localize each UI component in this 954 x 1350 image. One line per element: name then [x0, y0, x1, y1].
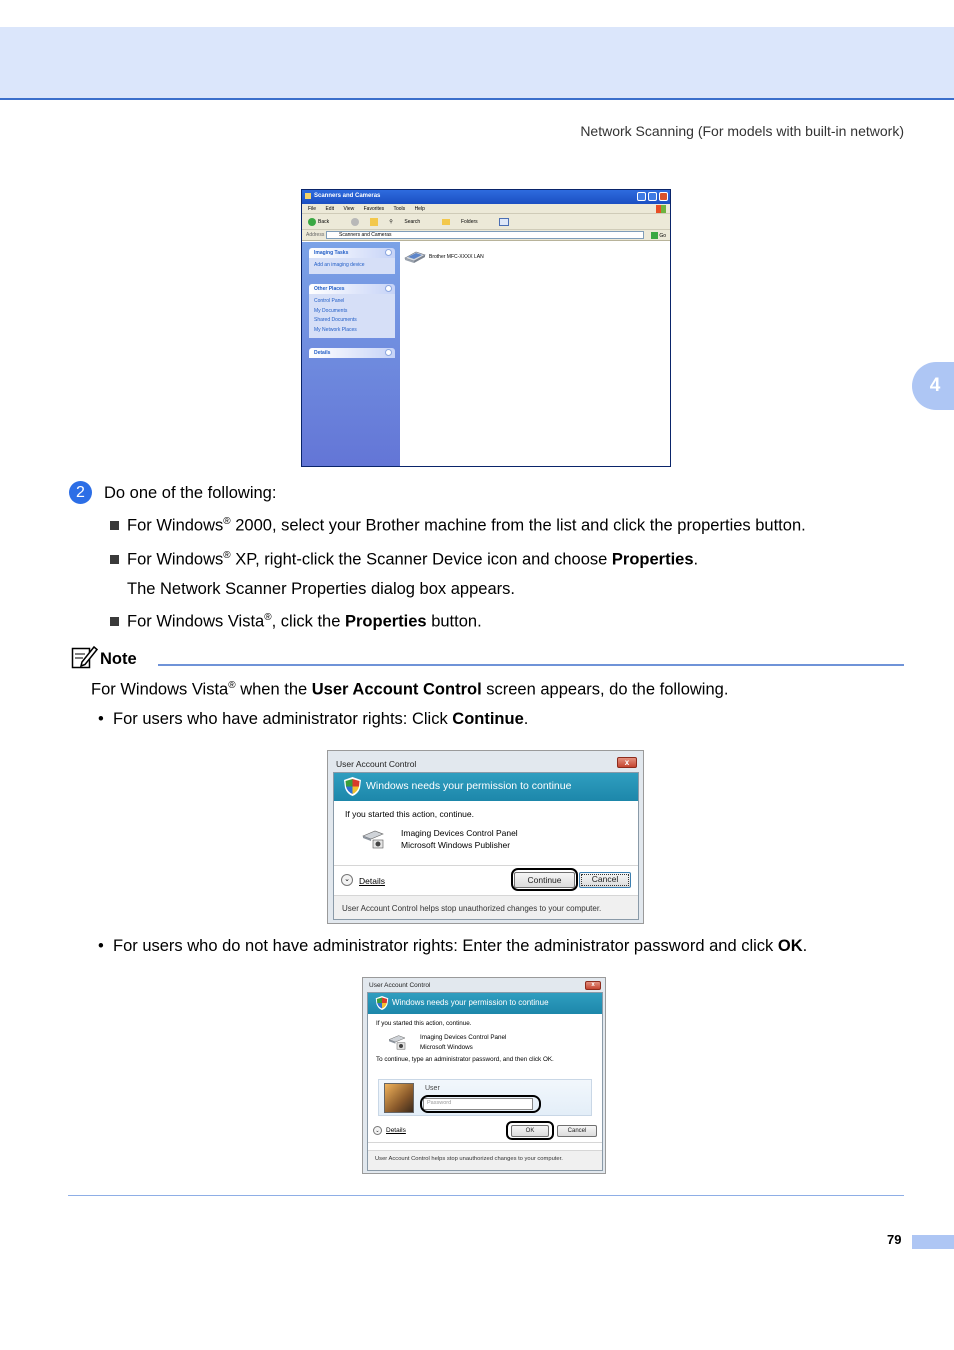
go-button[interactable]: Go: [651, 232, 666, 239]
search-button[interactable]: ⚲ Search: [389, 219, 421, 226]
uac-banner-text: Windows needs your permission to continue: [392, 998, 549, 1007]
go-arrow-icon: [651, 232, 658, 239]
details-expand-icon[interactable]: ⌄: [373, 1126, 382, 1135]
credential-tile[interactable]: [378, 1079, 592, 1116]
scanners-cameras-window-screenshot: [301, 189, 671, 467]
details-panel: [309, 348, 395, 358]
uac-close-button[interactable]: [617, 757, 637, 768]
step-intro: Do one of the following:: [104, 484, 277, 502]
address-input[interactable]: Scanners and Cameras: [326, 231, 644, 239]
chapter-tab[interactable]: 4: [912, 362, 954, 410]
explorer-task-pane: [302, 242, 400, 467]
shield-icon: [375, 995, 389, 1011]
xp-followup-text: The Network Scanner Properties dialog box appears.: [127, 580, 515, 598]
collapse-icon[interactable]: [385, 249, 392, 256]
minimize-icon[interactable]: [637, 192, 646, 201]
continue-button[interactable]: Continue: [514, 872, 575, 888]
square-bullet-icon: [110, 521, 119, 530]
menu-view[interactable]: View: [343, 206, 355, 212]
close-icon: x: [624, 758, 630, 767]
place-shared-documents[interactable]: Shared Documents: [314, 317, 357, 323]
up-folder-icon[interactable]: [370, 218, 378, 226]
uac-continue-dialog-screenshot: [327, 750, 644, 924]
bullet-windows-2000: For Windows® 2000, select your Brother machine from the list and click the properties button.: [110, 516, 806, 536]
note-bullet-non-admin: • For users who do not have administrator rights: Enter the administrator password and click OK.: [98, 937, 808, 955]
explorer-toolbar: [302, 214, 670, 230]
user-name: User: [425, 1085, 440, 1092]
note-text: For Windows Vista® when the User Account Control screen appears, do the following.: [91, 680, 729, 699]
device-label: Brother MFC-XXXX LAN: [429, 254, 484, 260]
uac-window-title: User Account Control: [369, 982, 431, 989]
explorer-title: Scanners and Cameras: [314, 193, 381, 199]
forward-arrow-icon[interactable]: [351, 218, 359, 226]
place-control-panel[interactable]: Control Panel: [314, 298, 345, 304]
uac-password-dialog-screenshot: [362, 977, 606, 1174]
place-my-network-places[interactable]: My Network Places: [314, 326, 357, 333]
uac-details-toggle[interactable]: Details: [386, 1127, 406, 1134]
shield-icon: [343, 776, 362, 797]
imaging-tasks-panel: [309, 248, 395, 274]
uac-program-name: Imaging Devices Control Panel: [420, 1034, 507, 1041]
page-tab-marker: [912, 1235, 954, 1249]
explorer-address-bar: [302, 230, 670, 241]
details-heading[interactable]: Details: [309, 348, 395, 358]
uac-banner-text: Windows needs your permission to continue: [366, 780, 572, 792]
imaging-device-icon: [388, 1034, 406, 1050]
collapse-icon[interactable]: [385, 285, 392, 292]
uac-intro: If you started this action, continue.: [345, 809, 474, 819]
bullet-windows-vista: For Windows Vista®, click the Properties button.: [110, 612, 482, 632]
folders-button[interactable]: Folders: [442, 219, 488, 225]
note-bullet-admin: • For users who have administrator rights: Click Continue.: [98, 710, 529, 728]
views-icon[interactable]: [499, 218, 509, 226]
imaging-tasks-heading[interactable]: Imaging Tasks: [309, 248, 395, 258]
cancel-button[interactable]: Cancel: [579, 872, 631, 888]
user-avatar: [384, 1083, 414, 1113]
uac-publisher: Microsoft Windows: [420, 1044, 473, 1051]
note-pencil-icon: [71, 645, 98, 669]
place-my-documents[interactable]: My Documents: [314, 307, 348, 314]
close-icon[interactable]: [659, 192, 668, 201]
close-icon: x: [591, 982, 595, 988]
menu-edit[interactable]: Edit: [325, 206, 335, 212]
uac-details-toggle[interactable]: Details: [359, 876, 385, 886]
cancel-button[interactable]: Cancel: [557, 1125, 597, 1137]
back-arrow-icon: [308, 218, 316, 226]
imaging-device-icon: [362, 829, 384, 849]
uac-footer: User Account Control helps stop unauthorized changes to your computer.: [334, 895, 638, 919]
uac-banner: [334, 773, 638, 801]
footer-rule: [68, 1195, 904, 1196]
uac-instruction: To continue, type an administrator password, and then click OK.: [376, 1056, 554, 1063]
uac-publisher: Microsoft Windows Publisher: [401, 840, 511, 850]
address-label: Address: [306, 232, 325, 238]
explorer-menu-bar: [302, 204, 670, 214]
step-number-badge: 2: [69, 481, 92, 504]
highlight-ring: [420, 1095, 541, 1113]
other-places-panel: [309, 284, 395, 338]
explorer-title-bar: [302, 190, 670, 204]
page-number: 79: [887, 1232, 902, 1247]
uac-window-title: User Account Control: [336, 759, 417, 769]
menu-file[interactable]: File: [308, 206, 317, 212]
maximize-icon[interactable]: [648, 192, 657, 201]
folders-icon: [442, 219, 450, 225]
menu-tools[interactable]: Tools: [393, 206, 406, 212]
task-add-imaging-device[interactable]: Add an imaging device: [314, 262, 365, 268]
windows-logo-icon: [656, 205, 666, 213]
square-bullet-icon: [110, 555, 119, 564]
back-button[interactable]: Back: [308, 219, 339, 225]
menu-favorites[interactable]: Favorites: [363, 206, 385, 212]
uac-intro: If you started this action, continue.: [376, 1020, 472, 1027]
square-bullet-icon: [110, 617, 119, 626]
highlight-ring: [506, 1121, 554, 1140]
folder-icon: [305, 193, 311, 199]
uac-program-name: Imaging Devices Control Panel: [401, 828, 518, 838]
other-places-heading[interactable]: Other Places: [309, 284, 395, 294]
note-heading: Note: [71, 645, 137, 669]
menu-help[interactable]: Help: [414, 206, 425, 212]
password-input[interactable]: Password: [423, 1098, 533, 1110]
ok-button[interactable]: OK: [511, 1125, 549, 1137]
highlight-ring: [511, 868, 578, 891]
header-band: [0, 27, 954, 100]
uac-close-button[interactable]: [585, 981, 601, 990]
note-divider: [158, 664, 904, 666]
expand-icon[interactable]: [385, 349, 392, 356]
uac-banner: [368, 993, 602, 1014]
uac-footer: User Account Control helps stop unauthorized changes to your computer.: [368, 1150, 602, 1170]
details-expand-icon[interactable]: ⌄: [341, 874, 353, 886]
running-header: Network Scanning (For models with built-in network): [580, 123, 904, 139]
scanner-icon: [404, 250, 426, 263]
bullet-windows-xp: For Windows® XP, right-click the Scanner Device icon and choose Properties.: [110, 550, 698, 570]
search-icon: ⚲: [389, 219, 393, 226]
